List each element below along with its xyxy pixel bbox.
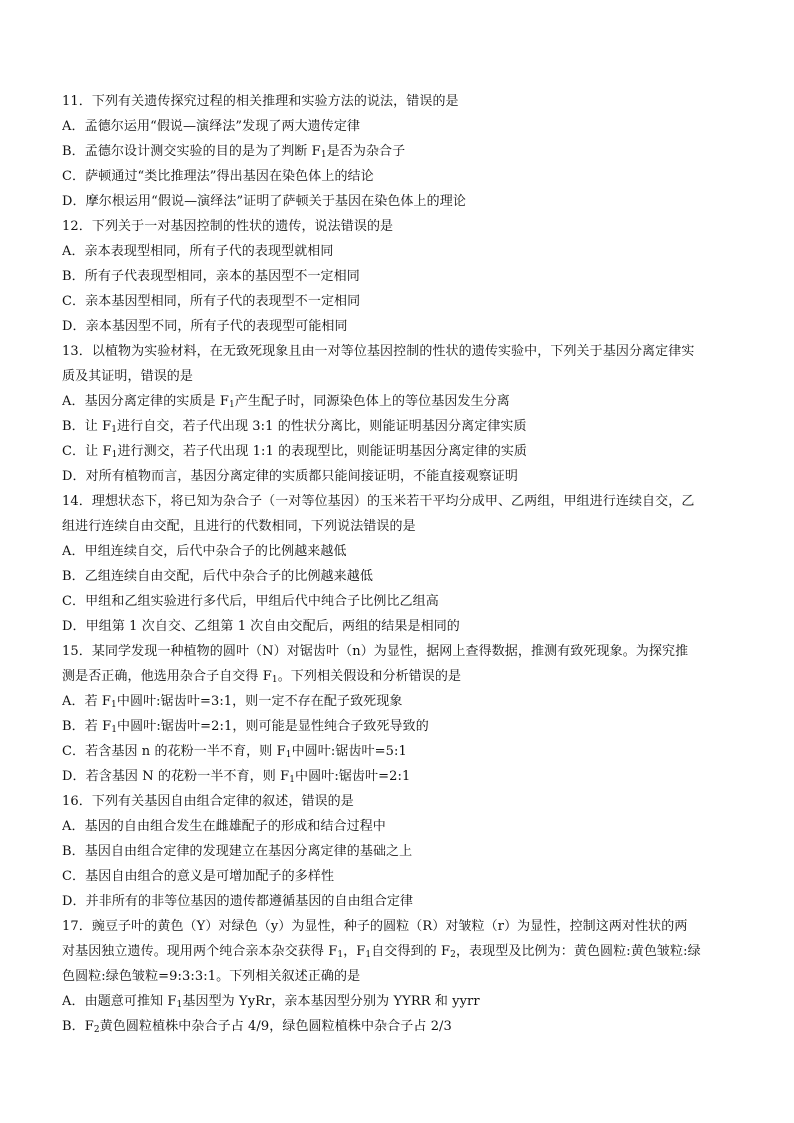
text-line-q16-b: B．基因自由组合定律的发现建立在基因分离定律的基础之上 (62, 844, 413, 859)
exam-page (62, 89, 736, 1039)
text-line-q15-c: C．若含基因 n 的花粉一半不育，则 $F_1$中圆叶:锯齿叶=5:1 (62, 744, 407, 760)
text-line-q17-stem3: 色圆粒:绿色皱粒=9:3:3:1。下列相关叙述正确的是 (62, 969, 361, 984)
text-line-q16-stem: 16．下列有关基因自由组合定律的叙述，错误的是 (62, 794, 354, 809)
text-line-q15-b: B．若 $F_1$中圆叶:锯齿叶=2:1，则可能是显性纯合子致死导致的 (62, 719, 429, 735)
text-line-q17-stem1: 17．豌豆子叶的黄色（Y）对绿色（y）为显性，种子的圆粒（R）对皱粒（r）为显性，控制这两对性状的两 (62, 919, 688, 934)
text-line-q16-d: D．并非所有的非等位基因的遗传都遵循基因的自由组合定律 (62, 894, 414, 909)
text-line-q12-a: A．亲本表现型相同，所有子代的表现型就相同 (62, 244, 334, 259)
text-line-q12-stem: 12．下列关于一对基因控制的性状的遗传，说法错误的是 (62, 219, 394, 234)
text-line-q17-stem2: 对基因独立遗传。现用两个纯合亲本杂交获得 $F_1$，$F_1$自交得到的 $F_2$，表现型及比例为：黄色圆粒:黄色皱粒:绿 (62, 944, 701, 960)
text-line-q11-b: B．孟德尔设计测交实验的目的是为了判断 $F_1$是否为杂合子 (62, 144, 406, 160)
text-line-q13-a: A．基因分离定律的实质是 $F_1$产生配子时，同源染色体上的等位基因发生分离 (62, 394, 510, 410)
text-line-q15-a: A．若 $F_1$中圆叶:锯齿叶=3:1，则一定不存在配子致死现象 (62, 694, 403, 710)
text-line-q14-c: C．甲组和乙组实验进行多代后，甲组后代中纯合子比例比乙组高 (62, 594, 439, 609)
text-line-q13-c: C．让 $F_1$进行测交，若子代出现 1:1 的表现型比，则能证明基因分离定律的实质 (62, 444, 528, 460)
text-line-q14-b: B．乙组连续自由交配，后代中杂合子的比例越来越低 (62, 569, 373, 584)
text-line-q14-a: A．甲组连续自交，后代中杂合子的比例越来越低 (62, 544, 347, 559)
text-line-q15-stem2: 测是否正确，他选用杂合子自交得 $F_1$。下列相关假设和分析错误的是 (62, 669, 462, 685)
text-line-q11-d: D．摩尔根运用“假说—演绎法”证明了萨顿关于基因在染色体上的理论 (62, 194, 466, 209)
text-line-q13-stem2: 质及其证明，错误的是 (62, 369, 194, 384)
text-line-q13-stem1: 13．以植物为实验材料，在无致死现象且由一对等位基因控制的性状的遗传实验中，下列关于基因分离定律实 (62, 344, 695, 359)
text-line-q17-a: A．由题意可推知 $F_1$基因型为 YyRr，亲本基因型分别为 YYRR 和 yyrr (62, 994, 480, 1010)
text-line-q12-c: C．亲本基因型相同，所有子代的表现型不一定相同 (62, 294, 361, 309)
text-line-q14-stem1: 14．理想状态下，将已知为杂合子（一对等位基因）的玉米若干平均分成甲、乙两组，甲组进行连续自交，乙 (62, 494, 695, 509)
text-line-q11-stem: 11．下列有关遗传探究过程的相关推理和实验方法的说法，错误的是 (62, 94, 459, 109)
text-line-q17-b: B．$F_2$黄色圆粒植株中杂合子占 4/9，绿色圆粒植株中杂合子占 2/3 (62, 1019, 452, 1035)
text-line-q12-b: B．所有子代表现型相同，亲本的基因型不一定相同 (62, 269, 360, 284)
text-line-q15-d: D．若含基因 N 的花粉一半不育，则 $F_1$中圆叶:锯齿叶=2:1 (62, 769, 411, 785)
text-line-q11-a: A．孟德尔运用“假说—演绎法”发现了两大遗传定律 (62, 119, 361, 134)
text-line-q12-d: D．亲本基因型不同，所有子代的表现型可能相同 (62, 319, 348, 334)
text-line-q16-c: C．基因自由组合的意义是可增加配子的多样性 (62, 869, 335, 884)
text-line-q13-d: D．对所有植物而言，基因分离定律的实质都只能间接证明，不能直接观察证明 (62, 469, 518, 484)
text-line-q13-b: B．让 $F_1$进行自交，若子代出现 3:1 的性状分离比，则能证明基因分离定律实质 (62, 419, 527, 435)
text-line-q16-a: A．基因的自由组合发生在雌雄配子的形成和结合过程中 (62, 819, 386, 834)
text-line-q14-stem2: 组进行连续自由交配，且进行的代数相同，下列说法错误的是 (62, 519, 416, 534)
text-line-q11-c: C．萨顿通过“类比推理法”得出基因在染色体上的结论 (62, 169, 374, 184)
text-line-q14-d: D．甲组第 1 次自交、乙组第 1 次自由交配后，两组的结果是相同的 (62, 619, 460, 634)
text-line-q15-stem1: 15．某同学发现一种植物的圆叶（N）对锯齿叶（n）为显性，据网上查得数据，推测有致死现象。为探究推 (62, 644, 689, 659)
